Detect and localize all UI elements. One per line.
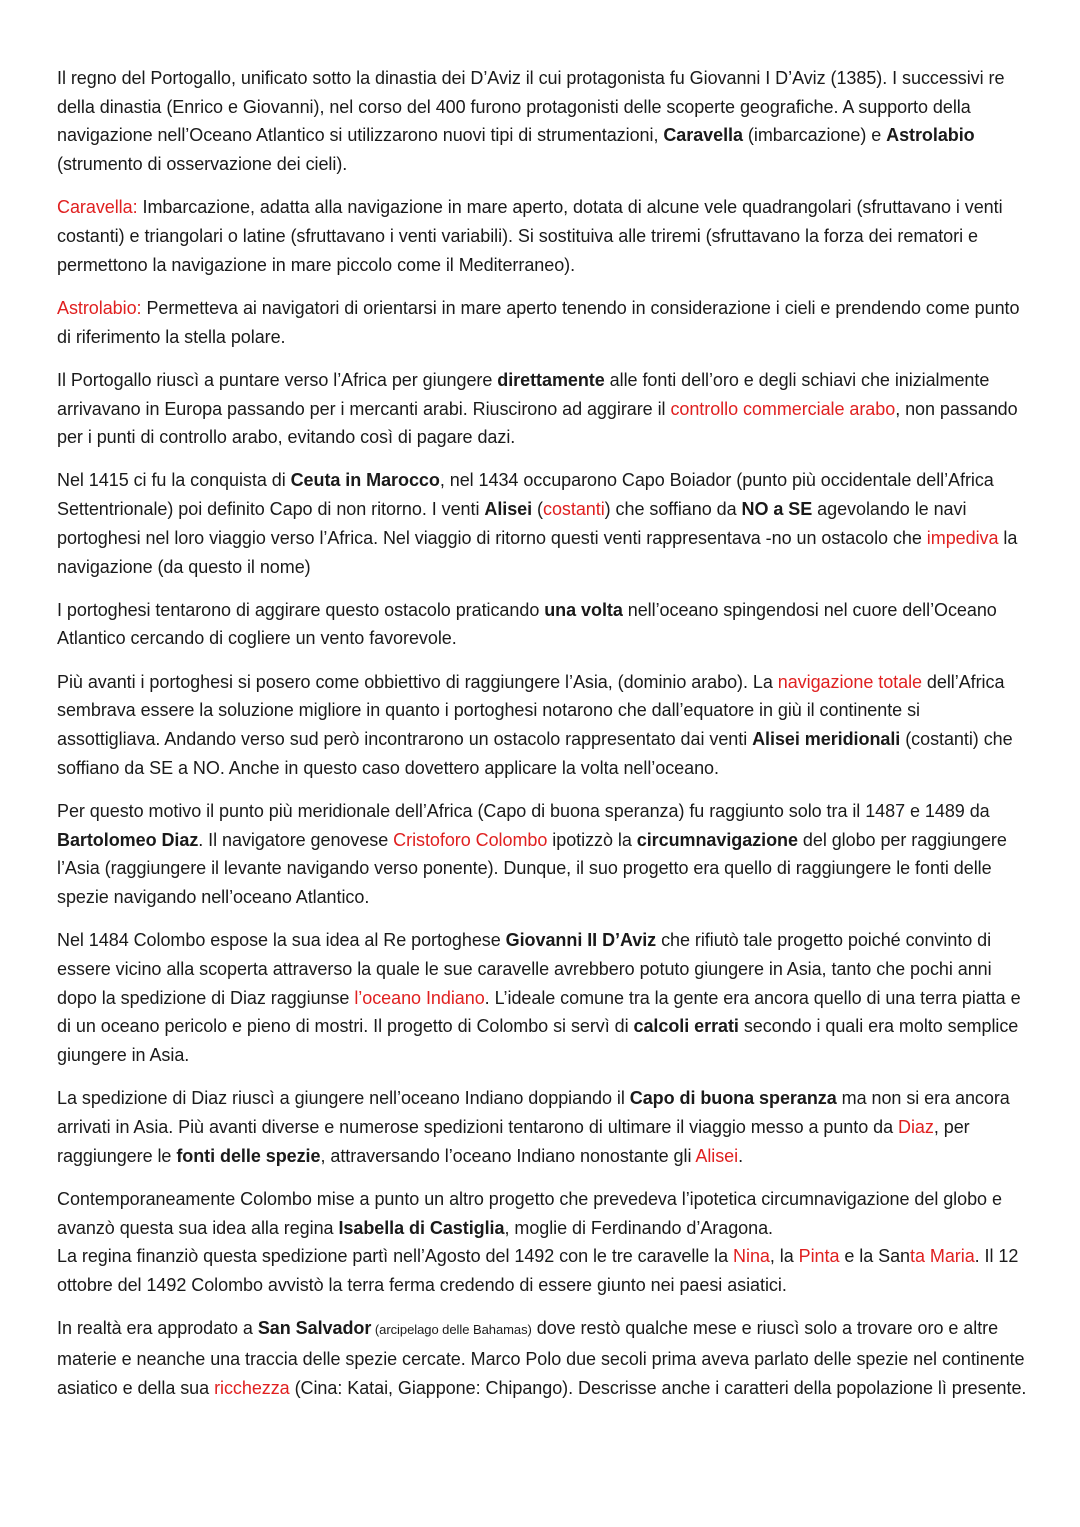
paragraph-portogallo-intro: [57, 64, 1028, 179]
text-run: In realtà era approdato a: [57, 1318, 258, 1339]
paragraph-asia: [57, 668, 1028, 783]
highlight-term: ricchezza: [214, 1377, 290, 1398]
highlight-term: costanti: [543, 499, 605, 520]
bold-term: Giovanni II D’Aviz: [505, 930, 657, 951]
text-run: nell’oceano spingendosi nel cuore dell’Oceano Atlantico cercando di cogliere un vento favorevole.: [57, 599, 997, 649]
bold-term: Alisei meridionali: [752, 729, 901, 750]
paragraph-africa: [57, 366, 1028, 452]
bold-term-astrolabio: Astrolabio: [886, 125, 975, 146]
text-run: La spedizione di Diaz riuscì a giungere nell’oceano Indiano doppiando il: [57, 1088, 630, 1109]
bold-term: Alisei: [484, 499, 533, 520]
text-run: Per questo motivo il punto più meridionale dell’Africa (Capo di buona speranza) fu raggiunto solo tra il 1487 e 1489 da: [57, 800, 990, 821]
bold-term: calcoli errati: [633, 1016, 739, 1037]
highlight-term: ta Maria: [910, 1246, 975, 1267]
text-run: , attraversando l’oceano Indiano nonostante gli: [320, 1145, 696, 1166]
highlight-term: Diaz: [898, 1117, 934, 1137]
text-run: , per raggiungere le: [57, 1117, 970, 1166]
highlight-term: Alisei: [695, 1145, 739, 1166]
highlight-term: l’oceano Indiano: [354, 987, 485, 1008]
text-run: ma non si era ancora arrivati in Asia. Più avanti diverse e numerose spedizioni tentarono di ultimare il viaggio messo a punto da: [57, 1088, 1010, 1137]
text-run: (imbarcazione) e: [742, 125, 887, 146]
bold-term: Isabella di Castiglia: [338, 1217, 505, 1238]
text-run: , nel 1434 occuparono Capo Boiador (punto più occidentale dell’Africa Settentrionale) poi definito Capo di non ritorno. I venti: [57, 470, 994, 520]
bold-term: Bartolomeo Diaz: [57, 829, 199, 850]
text-run: .: [738, 1145, 744, 1166]
highlight-term: impediva: [926, 527, 999, 548]
text-run: la navigazione (da questo il nome): [57, 527, 1018, 577]
text-run: secondo i quali era molto semplice giungere in Asia.: [57, 1016, 1019, 1066]
paragraph-caravella-definition: [57, 193, 1028, 279]
text-run: . Il navigatore genovese: [198, 829, 394, 850]
text-run: Il regno del Portogallo, unificato sotto la dinastia dei D’Aviz il cui protagonista fu Giovanni I D’Aviz (1385). I successivi re della dinastia (Enrico e Giovanni), nel corso del 400 furono protagonisti delle scoperte geografiche. A supporto della navigazione nell’Oceano Atlantico si utilizzarono nuovi tipi di strumentazioni,: [57, 68, 1005, 146]
text-run: Più avanti i portoghesi si posero come obbiettivo di raggiungere l’Asia, (dominio arabo). La: [57, 671, 778, 692]
text-run: dove restò qualche mese e riuscì solo a trovare oro e altre materie e neanche una traccia delle spezie cercate. Marco Polo due secoli prima aveva parlato delle spezie nel continente asiatico e della sua: [57, 1318, 1025, 1398]
highlight-term: controllo commerciale arabo: [670, 398, 896, 419]
text-run: (strumento di osservazione dei cieli).: [57, 154, 348, 175]
text-run: Imbarcazione, adatta alla navigazione in mare aperto, dotata di alcune vele quadrangolari (sfruttavano i venti costanti) e triangolari o latine (sfruttavano i venti variabili). Si sostituiva alle triremi (sfruttavano la forza dei rematori e permettono la navigazione in mare piccolo come il Mediterraneo).: [57, 197, 1003, 275]
paragraph-diaz-colombo: [57, 797, 1028, 912]
bold-term: direttamente: [497, 369, 605, 390]
text-run: agevolando le navi portoghesi nel loro viaggio verso l’Africa. Nel viaggio di ritorno questi venti rappresentava -no un ostacolo che: [57, 499, 967, 548]
paragraph-ceuta: [57, 466, 1028, 581]
paragraph-capo-buona-speranza: [57, 1084, 1028, 1170]
text-run: Nel 1415 ci fu la conquista di: [57, 470, 291, 491]
paragraph-volta: [57, 596, 1028, 653]
paragraph-isabella: [57, 1185, 1028, 1300]
text-run: , non passando per i punti di controllo arabo, evitando così di pagare dazi.: [57, 398, 1018, 448]
highlight-term: navigazione totale: [777, 671, 922, 692]
text-run: Nel 1484 Colombo espose la sua idea al Re portoghese: [57, 930, 506, 951]
text-run: che rifiutò tale progetto poiché convinto di essere vicino alla scoperta attraverso la quale le sue caravelle avrebbero potuto giungere in Asia, tanto che pochi anni dopo la spedizione di Diaz raggiunse: [57, 930, 992, 1008]
text-run: , moglie di Ferdinando d’Aragona.: [504, 1217, 773, 1238]
text-run: (Cina: Katai, Giappone: Chipango). Descrisse anche i caratteri della popolazione lì presente.: [289, 1377, 1027, 1398]
text-run: Il Portogallo riuscì a puntare verso l’Africa per giungere: [57, 369, 498, 390]
bold-term: circumnavigazione: [636, 829, 798, 850]
text-run: La regina finanziò questa spedizione partì nell’Agosto del 1492 con le tre caravelle la: [57, 1246, 734, 1267]
text-run: Contemporaneamente Colombo mise a punto un altro progetto che prevedeva l’ipotetica circumnavigazione del globo e avanzò questa sua idea alla regina: [57, 1188, 1002, 1238]
text-run: (costanti) che soffiano da SE a NO. Anche in questo caso dovettero applicare la volta nell’oceano.: [57, 729, 1013, 778]
text-run: ) che soffiano da: [604, 499, 742, 520]
small-note: (arcipelago delle Bahamas): [371, 1322, 532, 1338]
text-run: . L’ideale comune tra la gente era ancora quello di una terra piatta e di un oceano pericolo e pieno di mostri. Il progetto di Colombo si servì di: [57, 987, 1021, 1037]
highlight-term: Cristoforo Colombo: [393, 829, 548, 850]
bold-term-caravella: Caravella: [663, 125, 743, 146]
text-run: (: [532, 499, 544, 520]
text-run: Permetteva ai navigatori di orientarsi in mare aperto tenendo in considerazione i cieli e prendendo come punto di riferimento la stella polare.: [57, 297, 1020, 347]
bold-term: fonti delle spezie: [176, 1145, 321, 1166]
text-run: e la San: [839, 1246, 911, 1267]
bold-term: San Salvador: [257, 1318, 372, 1339]
text-run: I portoghesi tentarono di aggirare questo ostacolo praticando: [57, 599, 545, 620]
text-run: , la: [769, 1246, 799, 1267]
text-run: ipotizzò la: [547, 829, 637, 850]
text-run: alle fonti dell’oro e degli schiavi che inizialmente arrivavano in Europa passando per i mercanti arabi. Riuscirono ad aggirare il: [57, 369, 990, 419]
text-run: . Il 12 ottobre del 1492 Colombo avvistò la terra ferma credendo di essere giunto nei paesi asiatici.: [57, 1246, 1019, 1296]
highlight-term: Pinta: [798, 1246, 840, 1267]
bold-term: Capo di buona speranza: [629, 1088, 837, 1109]
highlight-term: Nina: [733, 1246, 770, 1267]
paragraph-san-salvador: [57, 1314, 1028, 1402]
text-run: del globo per raggiungere l’Asia (raggiungere il levante navigando verso ponente). Dunque, il suo progetto era quello di raggiungere le fonti delle spezie navigando nell’oceano Atlantico.: [57, 829, 1007, 908]
definition-label-caravella: Caravella:: [57, 197, 138, 218]
paragraph-astrolabio-definition: [57, 294, 1028, 351]
bold-term: Ceuta in Marocco: [290, 470, 440, 491]
bold-term: NO a SE: [741, 499, 813, 520]
text-run: dell’Africa sembrava essere la soluzione migliore in quanto i portoghesi notarono che dall’equatore in giù il continente si assottigliava. Andando verso sud però incontrarono un ostacolo rappresentato dai venti: [57, 671, 1005, 750]
definition-label-astrolabio: Astrolabio:: [57, 297, 142, 318]
bold-term: una volta: [544, 599, 623, 620]
paragraph-1484: [57, 926, 1028, 1070]
